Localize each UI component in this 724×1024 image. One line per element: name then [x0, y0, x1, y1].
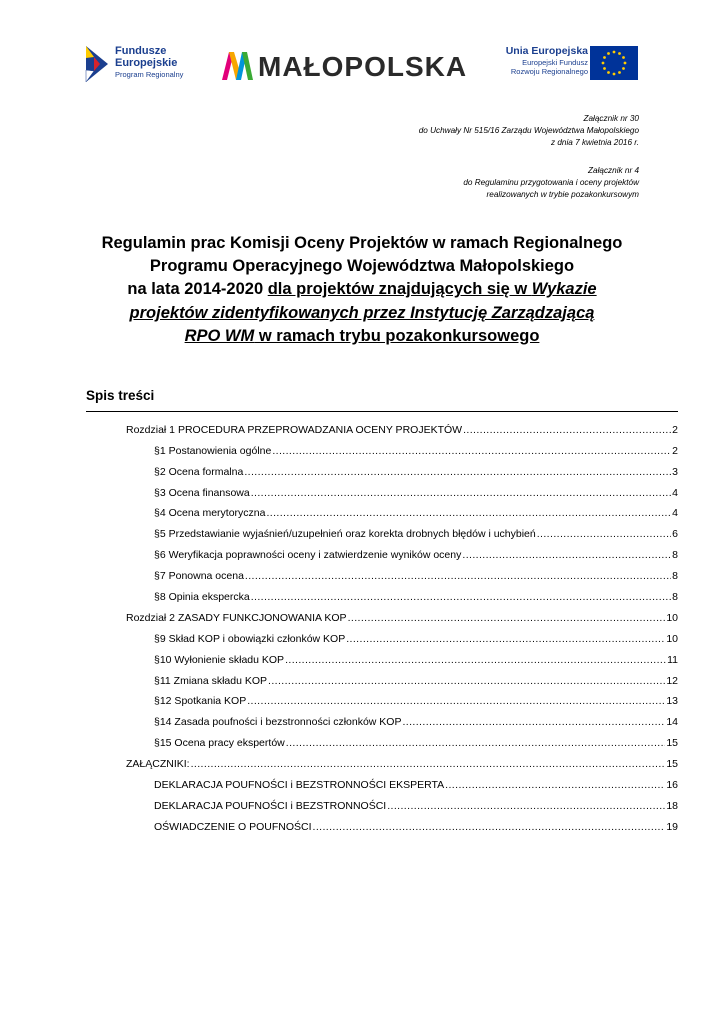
toc-page-number: 8	[672, 549, 678, 562]
toc-entry-text: §9 Skład KOP i obowiązki członków KOP	[154, 632, 346, 645]
toc-page-number: 18	[666, 799, 678, 812]
toc-entry-text: DEKLARACJA POUFNOŚCI i BEZSTRONNOŚCI EKSPERTA	[154, 779, 445, 792]
toc-entry[interactable]	[126, 792, 678, 813]
toc-leader-dots	[251, 591, 671, 604]
fundusze-europejskie-logo	[82, 42, 207, 86]
annex-note-2	[463, 165, 639, 201]
annex1-line3: z dnia 7 kwietnia 2016 r.	[551, 138, 639, 147]
toc-entry[interactable]	[126, 562, 678, 583]
toc-entry-text: §10 Wyłonienie składu KOP	[154, 653, 285, 666]
toc-page-number: 4	[672, 507, 678, 520]
toc-leader-dots	[537, 528, 671, 541]
ue-line3: Rozwoju Regionalnego	[510, 67, 588, 76]
toc-page-number: 10	[666, 632, 678, 645]
title-line3-underlined: dla projektów znajdujących się w	[267, 280, 532, 299]
toc-entry[interactable]	[126, 583, 678, 604]
toc-entry[interactable]	[126, 750, 678, 771]
toc-page-number: 2	[672, 444, 678, 457]
toc-leader-dots	[313, 821, 666, 834]
fe-line1: Fundusze	[115, 45, 167, 57]
toc-entry[interactable]	[126, 688, 678, 709]
toc-leader-dots	[348, 612, 666, 625]
document-title	[82, 232, 642, 348]
toc-entry[interactable]	[126, 625, 678, 646]
unia-europejska-logo	[490, 40, 640, 88]
toc-leader-dots	[191, 758, 666, 771]
toc-entry-text: §12 Spotkania KOP	[154, 695, 247, 708]
toc-entry[interactable]	[126, 646, 678, 667]
toc-leader-dots	[285, 654, 666, 667]
toc-leader-dots	[445, 779, 665, 792]
annex2-line2: do Regulaminu przygotowania i oceny projektów	[463, 178, 639, 187]
toc-page-number: 12	[666, 674, 678, 687]
toc-entry-text: §14 Zasada poufności i bezstronności członków KOP	[154, 716, 402, 729]
toc-entry-text: Rozdział 1 PROCEDURA PRZEPROWADZANIA OCENY PROJEKTÓW	[126, 423, 463, 436]
ue-line2: Europejski Fundusz	[522, 58, 588, 67]
toc-page-number: 15	[666, 737, 678, 750]
toc-entry[interactable]	[126, 541, 678, 562]
logo-bar	[82, 40, 640, 90]
toc-entry[interactable]	[126, 708, 678, 729]
toc-leader-dots	[244, 466, 671, 479]
annex1-line1: Załącznik nr 30	[583, 114, 639, 123]
toc-entry[interactable]	[126, 520, 678, 541]
toc-leader-dots	[266, 507, 671, 520]
toc-page-number: 8	[672, 591, 678, 604]
ue-line1: Unia Europejska	[505, 45, 588, 57]
title-line4: projektów zidentyfikowanych przez Instytucję Zarządzającą	[129, 303, 595, 322]
title-line3-italic: Wykazie	[531, 280, 597, 299]
toc-page-number: 16	[666, 779, 678, 792]
eu-flag-icon	[590, 46, 638, 80]
toc-entry-text: §1 Postanowienia ogólne	[154, 444, 272, 457]
toc-entry-text: §3 Ocena finansowa	[154, 486, 250, 499]
toc-leader-dots	[247, 695, 665, 708]
toc-entry[interactable]	[126, 500, 678, 521]
toc-entry-text: §8 Opinia ekspercka	[154, 591, 250, 604]
toc-page-number: 6	[672, 528, 678, 541]
toc-entry-text: §11 Zmiana składu KOP	[154, 674, 268, 687]
toc-entry-text: §7 Ponowna ocena	[154, 570, 244, 583]
toc-page-number: 11	[667, 653, 678, 666]
toc-leader-dots	[251, 487, 671, 500]
toc-leader-dots	[462, 549, 671, 562]
title-line5	[82, 325, 642, 348]
toc-entry-text: §6 Weryfikacja poprawności oceny i zatwierdzenie wyników oceny	[154, 549, 462, 562]
toc-entry-text: ZAŁĄCZNIKI:	[126, 758, 190, 771]
toc-entry-text: OŚWIADCZENIE O POUFNOŚCI	[154, 820, 312, 833]
toc-entry[interactable]	[126, 604, 678, 625]
toc-page-number: 15	[666, 758, 678, 771]
malopolska-text: MAŁOPOLSKA	[258, 51, 468, 82]
title-line3	[82, 278, 642, 301]
toc-entry-text: §5 Przedstawianie wyjaśnień/uzupełnień oraz korekta drobnych błędów i uchybień	[154, 528, 536, 541]
fe-line2: Europejskie	[115, 57, 178, 69]
toc-leader-dots	[346, 633, 665, 646]
toc-page-number: 4	[672, 486, 678, 499]
table-of-contents	[86, 411, 678, 834]
toc-entry[interactable]	[126, 729, 678, 750]
annex2-line1: Załącznik nr 4	[588, 166, 639, 175]
toc-page-number: 2	[672, 423, 678, 436]
title-line5-italic: RPO WM	[184, 326, 255, 345]
toc-page-number: 19	[666, 820, 678, 833]
toc-leader-dots	[268, 675, 665, 688]
annex2-line3: realizowanych w trybie pozakonkursowym	[486, 190, 639, 199]
title-line2: Programu Operacyjnego Województwa Małopolskiego	[149, 257, 575, 276]
toc-leader-dots	[387, 800, 665, 813]
toc-leader-dots	[272, 445, 671, 458]
toc-leader-dots	[286, 737, 666, 750]
malopolska-mark-icon	[220, 50, 254, 82]
toc-entry-text: §2 Ocena formalna	[154, 465, 244, 478]
toc-page-number: 3	[672, 465, 678, 478]
toc-leader-dots	[245, 570, 671, 583]
annex1-line2: do Uchwały Nr 515/16 Zarządu Województwa Małopolskiego	[418, 126, 639, 135]
toc-entry-text: Rozdział 2 ZASADY FUNKCJONOWANIA KOP	[126, 611, 347, 624]
toc-entry-text: §15 Ocena pracy ekspertów	[154, 737, 285, 750]
fe-line3: Program Regionalny	[115, 70, 184, 79]
fe-star-icon	[84, 44, 110, 84]
toc-page-number: 8	[672, 570, 678, 583]
toc-entry[interactable]	[126, 667, 678, 688]
toc-entry[interactable]	[126, 458, 678, 479]
toc-leader-dots	[402, 716, 665, 729]
toc-entry-text: §4 Ocena merytoryczna	[154, 507, 266, 520]
title-line5-underlined: w ramach trybu pozakonkursowego	[254, 326, 540, 345]
title-line1: Regulamin prac Komisji Oceny Projektów w ramach Regionalnego	[101, 234, 623, 252]
toc-page-number: 10	[666, 611, 678, 624]
toc-page-number: 13	[666, 695, 678, 708]
toc-entry[interactable]	[126, 437, 678, 458]
annex-note-1	[419, 113, 639, 149]
title-line3-plain: na lata 2014-2020	[127, 280, 268, 299]
toc-entry[interactable]	[126, 479, 678, 500]
toc-entry[interactable]	[126, 771, 678, 792]
toc-entry-text: DEKLARACJA POUFNOŚCI i BEZSTRONNOŚCI	[154, 799, 387, 812]
toc-entry[interactable]	[126, 813, 678, 834]
malopolska-logo	[220, 46, 480, 84]
toc-leader-dots	[463, 424, 671, 437]
toc-heading: Spis treści	[86, 388, 155, 403]
toc-page-number: 14	[666, 716, 678, 729]
toc-entry[interactable]	[126, 416, 678, 437]
